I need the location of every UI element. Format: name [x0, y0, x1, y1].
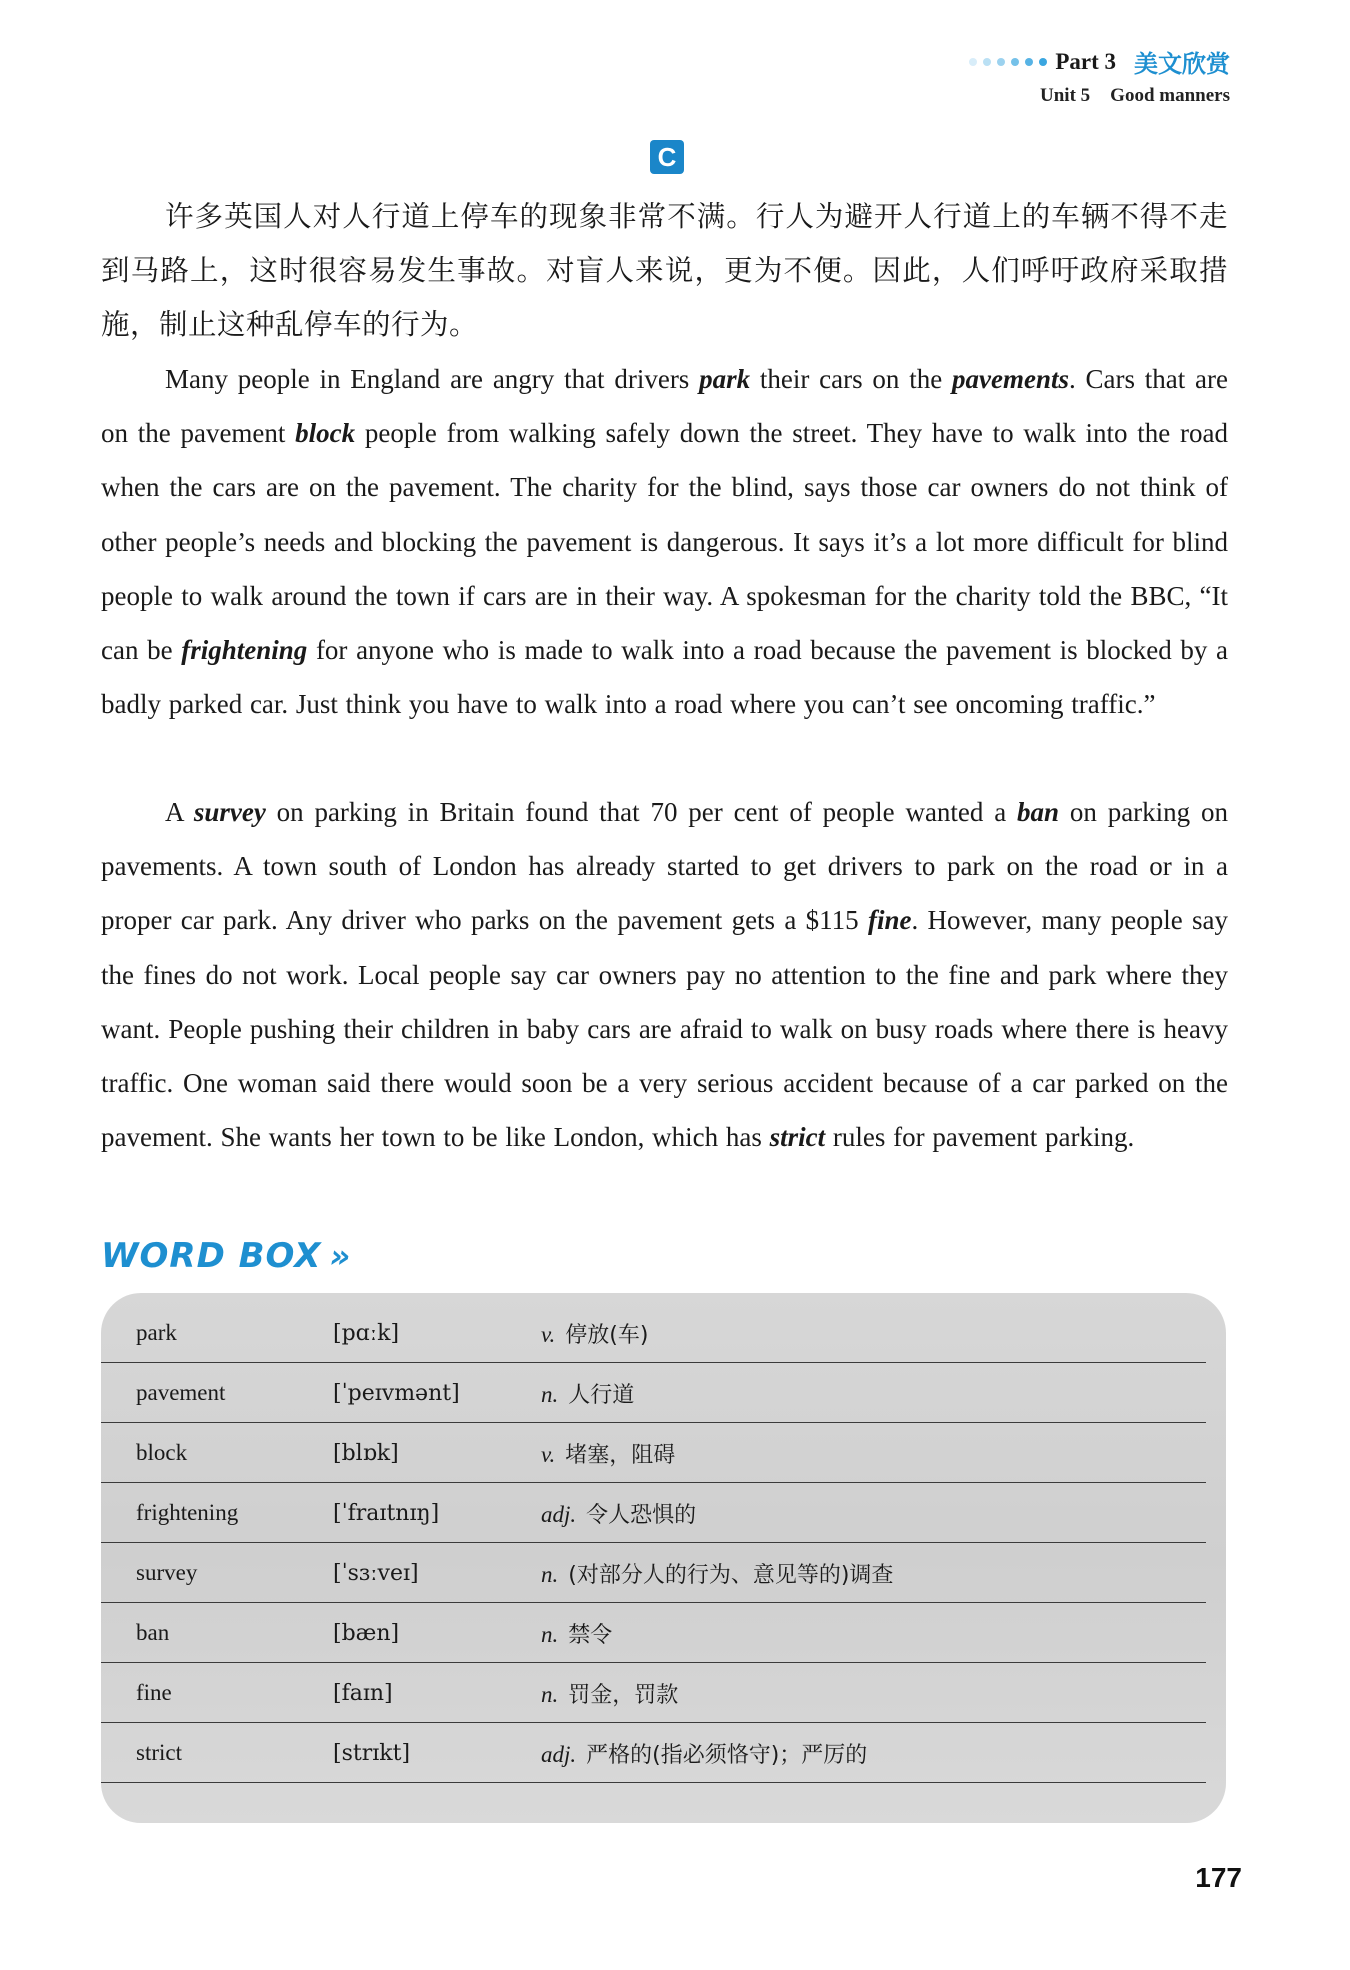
word-box-table [101, 1293, 1226, 1823]
entry-meaning: 堵塞，阻碍 [565, 1442, 676, 1468]
entry-part-of-speech: adj. [541, 1501, 577, 1527]
keyword-ban: ban [1017, 797, 1060, 827]
keyword-survey: survey [193, 797, 266, 827]
entry-definition [541, 1558, 893, 1589]
entry-part-of-speech: n. [541, 1681, 559, 1707]
paragraph-text: A [165, 797, 194, 827]
entry-part-of-speech: n. [541, 1561, 559, 1587]
entry-part-of-speech: v. [541, 1321, 556, 1347]
entry-definition [541, 1378, 634, 1409]
paragraph-text: for anyone who is made to walk into a road because the pavement is blocked by a badly parked car. Just think you have to walk into a road where you can’t see oncoming traffic.” [101, 635, 1229, 720]
entry-word: survey [136, 1560, 198, 1585]
entry-phonetic: [ˈfraɪtnɪŋ] [333, 1500, 440, 1526]
part-title-cn: 美文欣赏 [1134, 50, 1230, 78]
entry-phonetic: [bæn] [333, 1620, 400, 1646]
entry-definition [541, 1738, 867, 1769]
english-paragraph-2 [101, 785, 1228, 1164]
page-header [969, 44, 1230, 107]
paragraph-text: Many people in England are angry that drivers [165, 364, 700, 394]
paragraph-text: . However, many people say the fines do not work. Local people say car owners pay no attention to the fine and park where they want. People pushing their children in baby cars are afraid to walk on busy roads where there is heavy traffic. One woman said there would soon be a very serious accident because of a car parked on the pavement. She wants her town to be like London, which has [101, 905, 1228, 1153]
word-box-row [101, 1303, 1226, 1363]
entry-word: ban [136, 1620, 170, 1645]
chinese-summary-paragraph: 许多英国人对人行道上停车的现象非常不满。行人为避开人行道上的车辆不得不走到马路上，这时很容易发生事故。对盲人来说，更为不便。因此，人们呼吁政府采取措施，制止这种乱停车的行为。 [101, 200, 1228, 341]
word-box-row [101, 1723, 1226, 1783]
keyword-block: block [295, 418, 356, 449]
keyword-park: park [699, 364, 751, 394]
entry-part-of-speech: n. [541, 1381, 559, 1407]
paragraph-text: their cars on the [750, 364, 952, 394]
word-box-title [101, 1236, 351, 1276]
entry-word: block [136, 1440, 188, 1465]
keyword-pavements: pavements [951, 364, 1069, 394]
section-badge: C [650, 140, 684, 174]
double-chevron-icon: » [329, 1237, 352, 1275]
entry-phonetic: [strɪkt] [333, 1740, 411, 1766]
entry-meaning: (对部分人的行为、意见等的)调查 [568, 1562, 894, 1588]
word-box-row [101, 1363, 1226, 1423]
entry-meaning: 令人恐惧的 [586, 1502, 697, 1528]
header-unit-row [969, 85, 1230, 107]
part-label: Part 3 [1055, 48, 1116, 74]
entry-phonetic: [pɑːk] [333, 1320, 400, 1346]
keyword-strict: strict [769, 1122, 826, 1153]
entry-phonetic: [blɒk] [333, 1440, 399, 1466]
entry-part-of-speech: adj. [541, 1741, 577, 1767]
decorative-dots-icon [969, 58, 1047, 66]
entry-definition [541, 1618, 612, 1649]
paragraph-text: on parking in Britain found that 70 per cent of people wanted a [265, 797, 1018, 827]
entry-meaning: 停放(车) [565, 1322, 649, 1348]
word-box-row [101, 1663, 1226, 1723]
entry-word: park [136, 1320, 177, 1345]
entry-word: strict [136, 1740, 182, 1765]
entry-word: frightening [136, 1500, 239, 1525]
row-divider [101, 1782, 1206, 1784]
entry-meaning: 罚金，罚款 [568, 1682, 679, 1708]
word-box-row [101, 1483, 1226, 1543]
entry-word: pavement [136, 1380, 226, 1405]
header-part-row [969, 44, 1230, 79]
entry-definition [541, 1318, 648, 1349]
entry-part-of-speech: v. [541, 1441, 556, 1467]
unit-title: Good manners [1110, 85, 1230, 106]
entry-definition [541, 1438, 675, 1469]
keyword-frightening: frightening [181, 635, 308, 666]
entry-definition [541, 1678, 678, 1709]
entry-definition [541, 1498, 696, 1529]
entry-part-of-speech: n. [541, 1621, 559, 1647]
entry-phonetic: [ˈpeɪvmənt] [333, 1380, 460, 1406]
page-number: 177 [1195, 1862, 1242, 1893]
word-box-row [101, 1543, 1226, 1603]
keyword-fine: fine [867, 905, 912, 936]
entry-meaning: 人行道 [568, 1382, 635, 1408]
paragraph-text: rules for pavement parking. [825, 1122, 1135, 1153]
paragraph-text: people from walking safely down the street. They have to walk into the road when the cars are on the pavement. The charity for the blind, says those car owners do not think of other people’s needs and blocking the pavement is dangerous. It says it’s a lot more difficult for blind people to walk around the town if cars are in their way. A spokesman for the charity told the BBC, “It can be [101, 418, 1228, 666]
entry-phonetic: [ˈsɜːveɪ] [333, 1560, 419, 1586]
word-box-row [101, 1603, 1226, 1663]
paragraph-text: on parking on pavements. A town south of London has already started to get drivers to park on the road or in a proper car park. Any driver who parks on the pavement gets a $115 [101, 797, 1228, 936]
unit-label: Unit 5 [1040, 85, 1091, 106]
english-paragraph-1 [101, 352, 1228, 731]
entry-meaning: 严格的(指必须恪守)；严厉的 [586, 1742, 868, 1768]
entry-meaning: 禁令 [568, 1622, 613, 1648]
entry-phonetic: [faɪn] [333, 1680, 393, 1706]
entry-word: fine [136, 1680, 172, 1705]
word-box-title-text: WORD BOX [101, 1236, 322, 1276]
word-box-row [101, 1423, 1226, 1483]
paragraph-text: . Cars that are on the pavement [101, 364, 1229, 449]
